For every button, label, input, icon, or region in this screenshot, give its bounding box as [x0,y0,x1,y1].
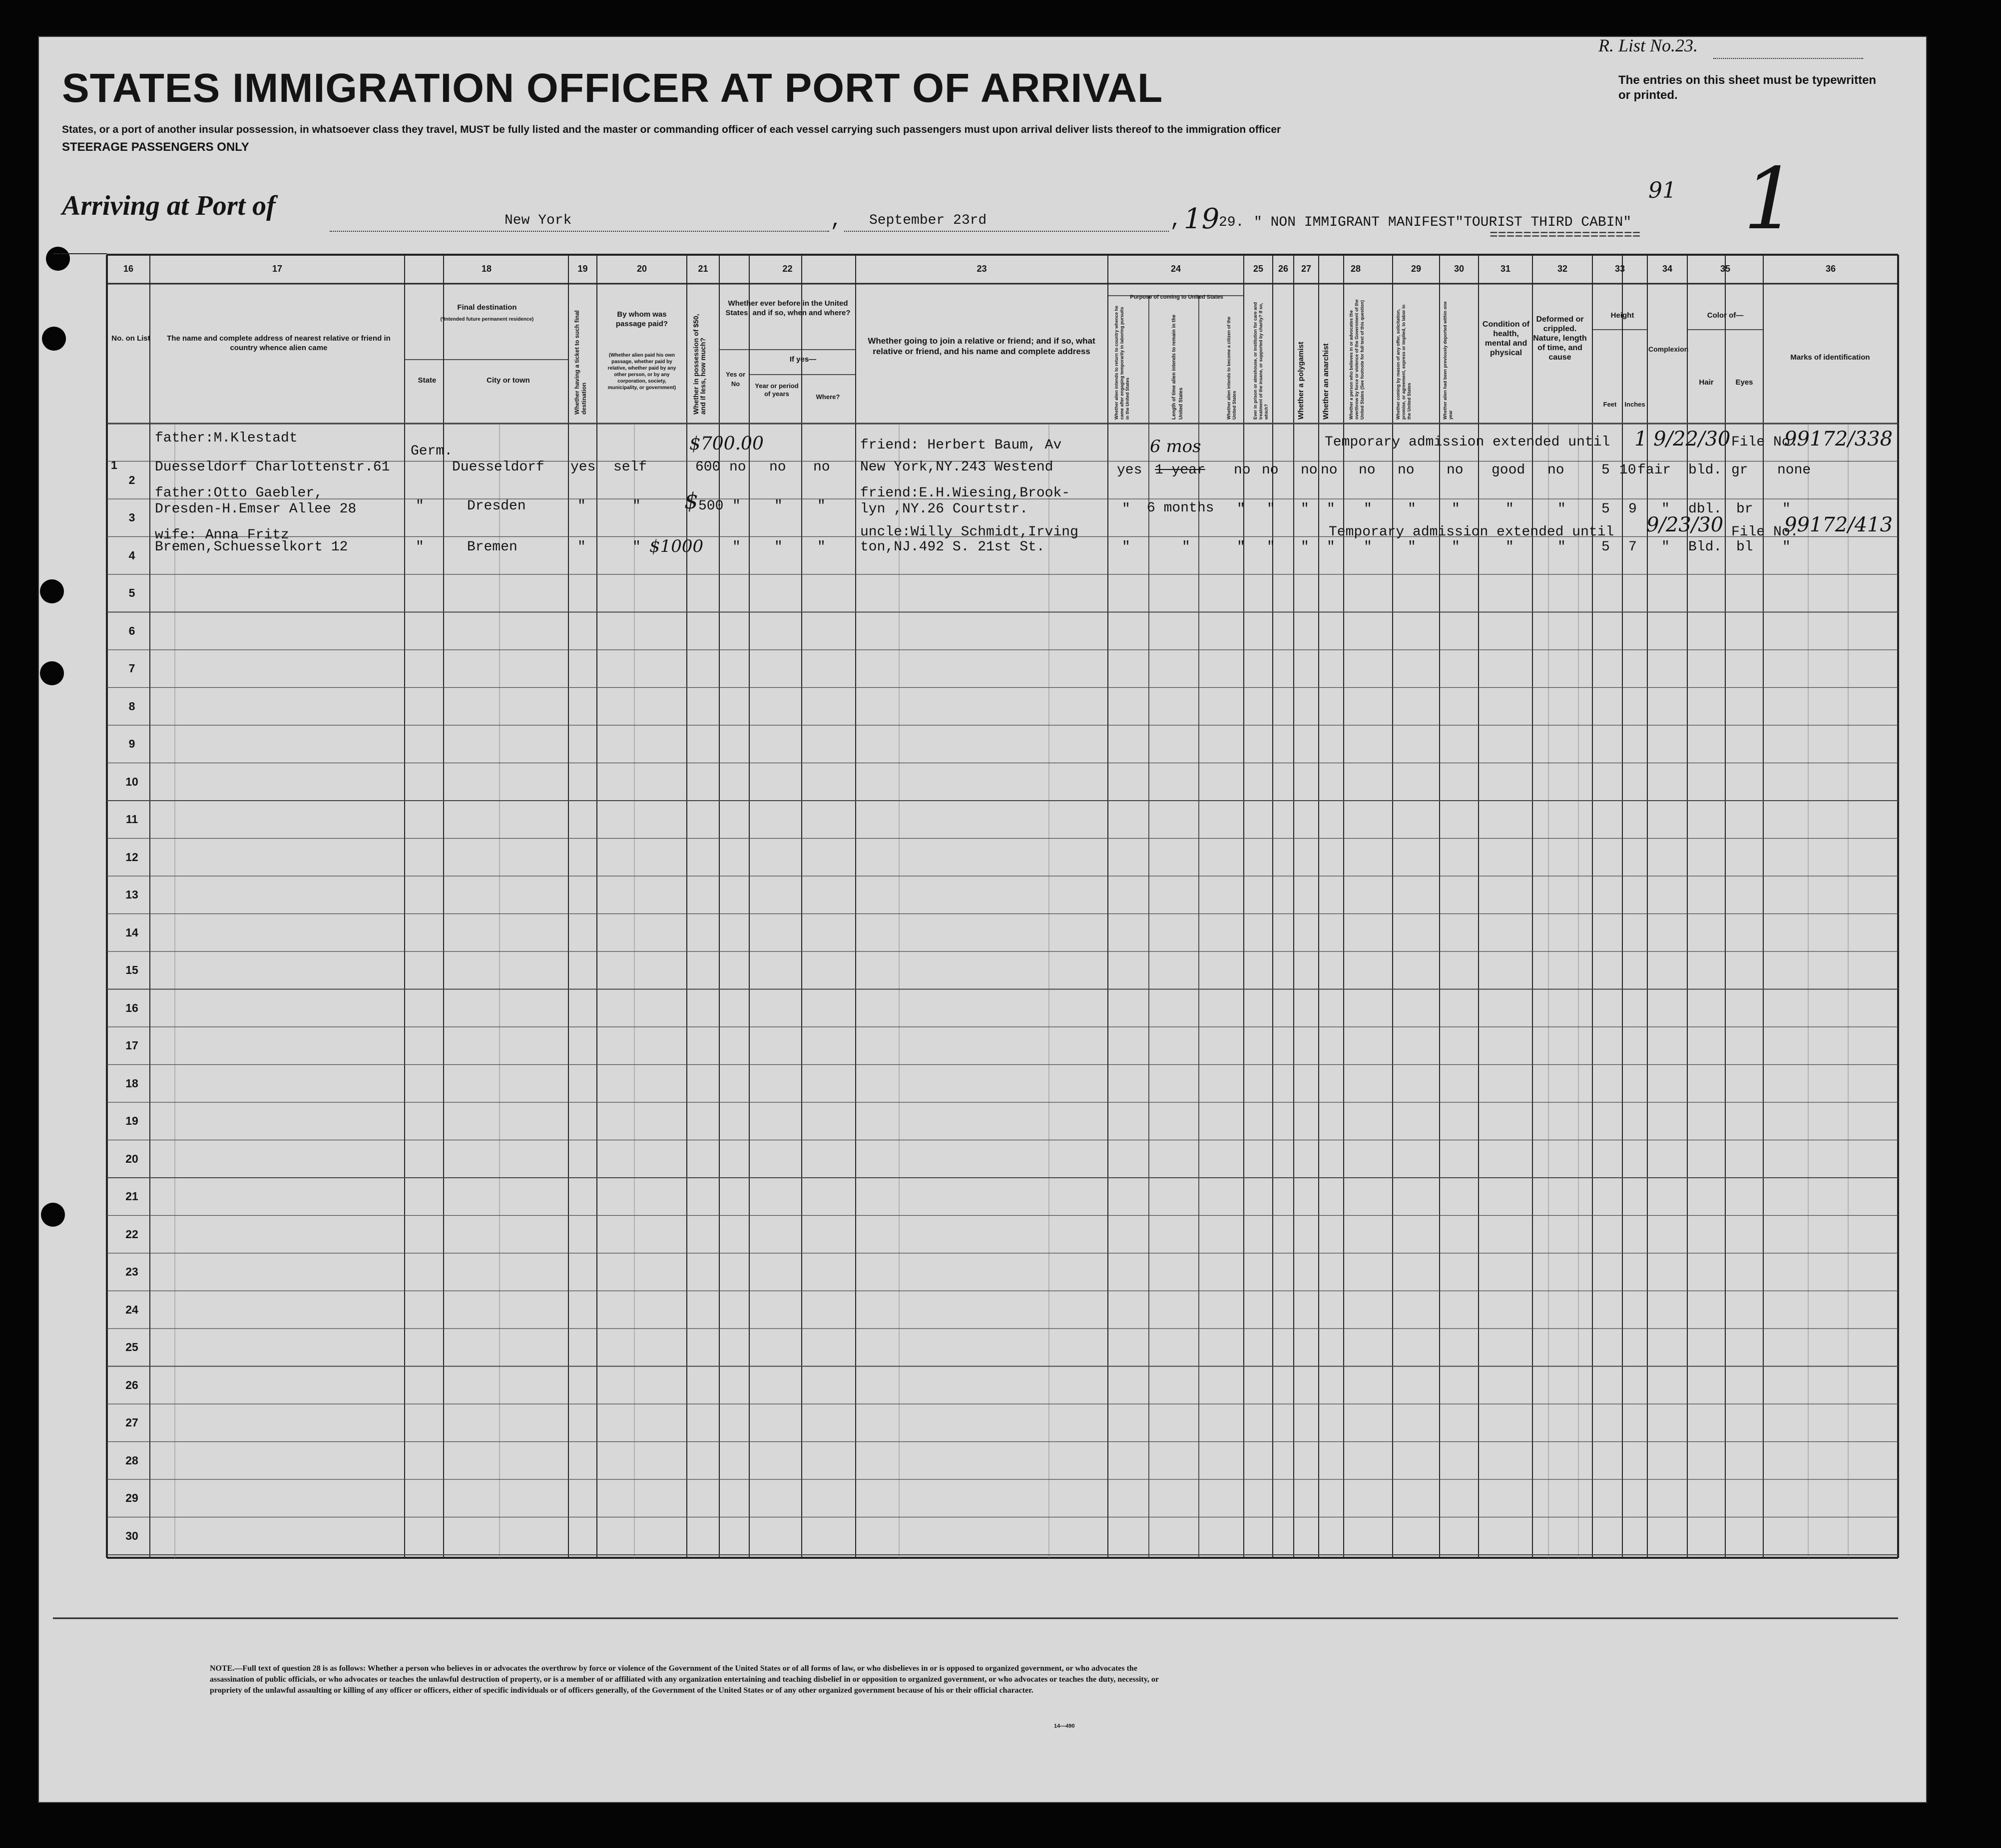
column-number: 32 [1557,264,1568,274]
ticket: " [577,539,586,555]
money: 500 [698,498,724,514]
health: " [1505,539,1514,555]
overthrow: " [1364,539,1372,555]
column-number: 28 [1350,264,1361,274]
relative-line1: wife: Anna Fritz [155,527,289,543]
row-number: 14 [125,925,138,939]
column-number: 24 [1170,264,1181,274]
column-number: 30 [1454,264,1465,274]
returning: yes [1117,462,1142,478]
header-relative-home: The name and complete address of nearest relative or friend in country whence alien came [167,334,391,352]
citizen: no [1234,462,1251,478]
anarchist: " [1327,539,1335,555]
relative-line2: Dresden-H.Emser Allee 28 [155,501,357,517]
date-underline [844,231,1169,232]
header-no-on-list: No. on List [111,334,150,343]
header-marks: Marks of identification [1790,353,1870,362]
where: " [817,498,826,514]
sheet-note: The entries on this sheet must be typewritten or printed. [1618,73,1877,102]
header-deformed: Deformed or crippled. Nature, length of time, and cause [1533,315,1587,362]
joining-line2: New York,NY.243 Westend [860,460,1053,475]
relative-line1: father:M.Klestadt [155,431,298,446]
relative-line1: father:Otto Gaebler, [155,485,323,501]
state: " [416,539,424,555]
row-number: 6 [128,624,135,637]
complexion: " [1661,501,1670,517]
joining-line2: ton,NJ.492 S. 21st St. [860,539,1045,555]
deformed: no [1547,462,1564,478]
citizen: " [1237,539,1245,555]
marks: " [1782,539,1791,555]
header-passage: By whom was passage paid? [615,310,668,328]
row-number: 10 [125,775,138,788]
relative-line2: Bremen,Schuesselkort 12 [155,539,348,555]
row-number: 18 [125,1076,138,1090]
row-number: 8 [128,699,135,713]
column-number: 33 [1614,264,1625,274]
row-number: 27 [125,1416,138,1429]
polygamist: " [1301,539,1309,555]
header-yes-no: Yes or No [725,371,746,388]
prison: " [1267,539,1275,555]
row-number: 5 [128,586,135,599]
header-feet: Feet [1603,401,1617,408]
column-number: 26 [1278,264,1289,274]
joining-line1: friend:E.H.Wiesing,Brook- [860,485,1070,501]
eyes: br [1736,501,1753,517]
where: " [817,539,826,555]
header-city: City or town [487,376,530,385]
before-us: " [732,539,741,555]
overthrow: " [1364,501,1372,517]
ticket: " [577,498,586,514]
where: no [813,460,830,475]
temp-until-handwritten: 1 9/22/30 [1634,428,1731,451]
header-anarchist: Whether an anarchist [1322,343,1330,420]
polygamist: " [1301,501,1309,517]
length: 6 months [1147,500,1214,516]
prison: " [1267,501,1275,517]
form-number: 14—490 [1054,1723,1075,1729]
column-number: 22 [782,264,793,274]
deformed: " [1557,539,1566,555]
footnote: NOTE.—Full text of question 28 is as follows: Whether a person who believes in or advocates the overthrow by force or violence of the Government of the United States or of all forms of law, or who disbelieves in or is opposed to organized government, or who advocates the assassination of public officials, or who advocates or teaches the unlawful destruction of property, or is a member of or affiliated with any organization entertaining and teaching disbelief in or opposition to organized government, or who advocates or teaches the duty, necessity, or propriety of the unlawful assaulting or killing of any officer or officers, either of specific individuals or of officers generally, of the Government of the United States or of any other organized government because of his or their official character. [210,1664,1159,1695]
row-number: 2 [128,473,135,486]
row-number: 28 [125,1453,138,1467]
induced: " [1408,539,1416,555]
money: $1000 [649,536,704,556]
returning: " [1122,501,1130,517]
punch-hole [46,247,70,271]
row-number: 4 [128,548,135,562]
state: " [416,498,424,514]
column-number: 19 [577,264,588,274]
header-state: State [418,376,437,385]
row-number: 25 [125,1341,138,1354]
row-number: 19 [125,1114,138,1127]
row-number: 21 [125,1190,138,1203]
header-if-yes: If yes— [789,355,817,364]
header-height: Height [1610,311,1634,320]
polygamist: no [1301,462,1318,478]
column-number: 21 [698,264,708,274]
length: 1 year [1155,462,1205,478]
joining-line1: uncle:Willy Schmidt,Irving [860,524,1078,540]
city: Dresden [467,498,526,514]
column-number: 27 [1301,264,1312,274]
hair: bld. [1688,462,1722,478]
row-number: 13 [125,888,138,901]
header-overthrow: Whether a person who believes in or advocates the overthrow by force or violence of the Government of the United States (See footnote for full text of this question) [1349,299,1365,420]
row-number: 30 [125,1529,138,1542]
inches: 7 [1628,539,1637,555]
list-number: R. List No.23. [1598,35,1698,55]
eyes: gr [1731,462,1748,478]
list-underline [1713,58,1863,59]
state: Germ. [411,444,453,459]
column-number: 16 [123,264,134,274]
money-handwritten: $700.00 [689,434,764,454]
manifest-underline: ================== [1490,228,1641,243]
form-title: STATES IMMIGRATION OFFICER AT PORT OF ARRIVAL [62,65,1163,111]
header-joining: Whether going to join a relative or friend; and if so, what relative or friend, and his name and complete address [868,336,1095,356]
row-number: 3 [128,511,135,524]
eyes: bl [1736,539,1753,555]
induced: " [1408,501,1416,517]
header-purpose-citizen: Whether alien intends to become a citizen of the United States [1226,316,1237,420]
steerage-label: STEERAGE PASSENGERS ONLY [62,140,249,154]
header-before-us: Whether ever before in the United States; and if so, when and where? [725,299,851,317]
file-number-handwritten: 99172/338 [1784,428,1893,451]
header-hair: Hair [1699,378,1714,387]
deported: no [1447,462,1464,478]
complexion: fair [1637,462,1671,478]
temp-admission: Temporary admission extended until [1325,435,1610,450]
header-polygamist: Whether a polygamist [1297,342,1305,420]
manifest-sheet [38,36,1927,1803]
passage: self [613,460,647,475]
port-underline [330,231,829,232]
city: Bremen [467,539,517,555]
induced: no [1398,462,1415,478]
joining-line1: friend: Herbert Baum, Av [860,438,1062,453]
marks: " [1782,501,1791,517]
file-label: File No. [1731,435,1799,450]
deported: " [1452,501,1460,517]
feet: 5 [1601,462,1610,478]
money: 600 [695,460,721,475]
health: " [1505,501,1514,517]
complexion: " [1661,539,1670,555]
row-number: 15 [125,963,138,976]
header-final-destination: Final destination [457,303,517,312]
anarchist: no [1321,462,1338,478]
row-number: 16 [125,1001,138,1014]
length-handwritten: 6 mos [1150,437,1201,457]
header-purpose-return: Whether alien intends to return to country whence he came after engaging temporarily in laboring pursuits in the United States [1114,305,1130,420]
header-color-of: Color of— [1707,311,1744,320]
deported: " [1452,539,1460,555]
inches: 10 [1619,462,1636,478]
column-number: 17 [272,264,283,274]
header-passage-note: (Whether alien paid his own passage, whether paid by relative, whether paid by any other person, or by any corporation, society, municipality, or government) [607,353,676,391]
row-number: 17 [125,1039,138,1052]
header-where: Where? [816,393,840,401]
row-number: 26 [125,1378,138,1391]
file-label: File No. [1731,524,1799,540]
sheet-mark: 91 [1648,178,1676,203]
header-prison: Ever in prison or almshouse, or institution for care and treatment of the insane, or supported by charity? If so, which? [1253,302,1269,420]
overthrow: no [1359,462,1376,478]
punch-hole [40,579,64,603]
date-value: September 23rd [869,213,987,228]
row-number: 23 [125,1265,138,1278]
header-complexion: Complexion [1648,345,1689,353]
sheet-number: 1 [1743,150,1798,249]
header-ticket: Whether having a ticket to such final destination [573,310,587,415]
length: " [1182,539,1190,555]
row-number: 11 [125,813,138,826]
row-number: 7 [128,662,135,675]
marks: none [1777,462,1811,478]
year-suffix: 29. [1219,215,1244,230]
header-money: Whether in possession of $50, and if less, how much? [692,314,707,415]
column-number: 35 [1720,264,1731,274]
row-number: 29 [125,1491,138,1504]
citizen: " [1237,501,1245,517]
relative-line2: Duesseldorf Charlottenstr.61 [155,460,390,475]
row-number: 24 [125,1303,138,1316]
column-number: 29 [1411,264,1422,274]
row-number: 20 [125,1152,138,1165]
column-number: 36 [1825,264,1836,274]
header-purpose: Purpose of coming to United States [1130,294,1223,300]
period: " [774,539,783,555]
file-number-handwritten: 99172/413 [1784,513,1893,536]
form-intro: States, or a port of another insular possession, in whatsoever class they travel, MUST be fully listed and the master or commanding officer of each vessel carrying such passengers must upon arrival deliver lists thereof to the immigration officer [62,124,1281,135]
row-number: 12 [125,850,138,864]
period: no [769,460,786,475]
header-inches: Inches [1624,401,1645,408]
header-deported: Whether alien had been previously deported within one year [1443,301,1453,420]
header-final-destination-note: (*Intended future permanent residence) [440,317,534,322]
passage: " [632,498,641,514]
temp-admission: Temporary admission extended until [1329,524,1614,540]
before-us: no [729,460,746,475]
hair: Bld. [1688,539,1722,555]
hair: dbl. [1688,501,1722,517]
header-purpose-length: Length of time alien intends to remain in the United States [1171,314,1184,420]
column-number: 23 [977,264,987,274]
temp-until-handwritten: 9/23/30 [1646,513,1724,536]
row-number: 9 [128,737,135,750]
period: " [774,498,783,514]
ticket: yes [570,460,596,475]
row-number: 22 [125,1227,138,1241]
punch-hole [42,327,66,351]
city: Duesseldorf [452,460,544,475]
punch-hole [40,661,64,685]
port-value: New York [504,213,572,228]
manifest-type: " NON IMMIGRANT MANIFEST"TOURIST THIRD CABIN" [1254,215,1632,230]
header-health: Condition of health, mental and physical [1482,320,1530,357]
prison: no [1262,462,1279,478]
joining-line2: lyn ,NY.26 Courtstr. [860,501,1028,517]
inches: 9 [1628,501,1637,517]
year-prefix: 19 [1184,203,1220,235]
anarchist: " [1327,501,1335,517]
health: good [1492,462,1525,478]
feet: 5 [1601,539,1610,555]
returning: " [1122,539,1130,555]
header-period: Year or period of years [755,382,799,398]
before-us: " [732,498,741,514]
header-induced: Whether coming by reason of any offer, solicitation, promise, or agreement, express or implied, to labor in the United States [1396,304,1412,420]
column-number: 20 [636,264,647,274]
punch-hole [41,1203,65,1227]
passage: " [632,539,641,555]
column-number: 31 [1500,264,1511,274]
arriving-label: Arriving at Port of [62,190,276,221]
column-number: 25 [1253,264,1264,274]
header-eyes: Eyes [1735,378,1753,387]
deformed: " [1557,501,1566,517]
column-number: 18 [481,264,492,274]
column-number: 34 [1662,264,1673,274]
feet: 5 [1601,501,1610,517]
